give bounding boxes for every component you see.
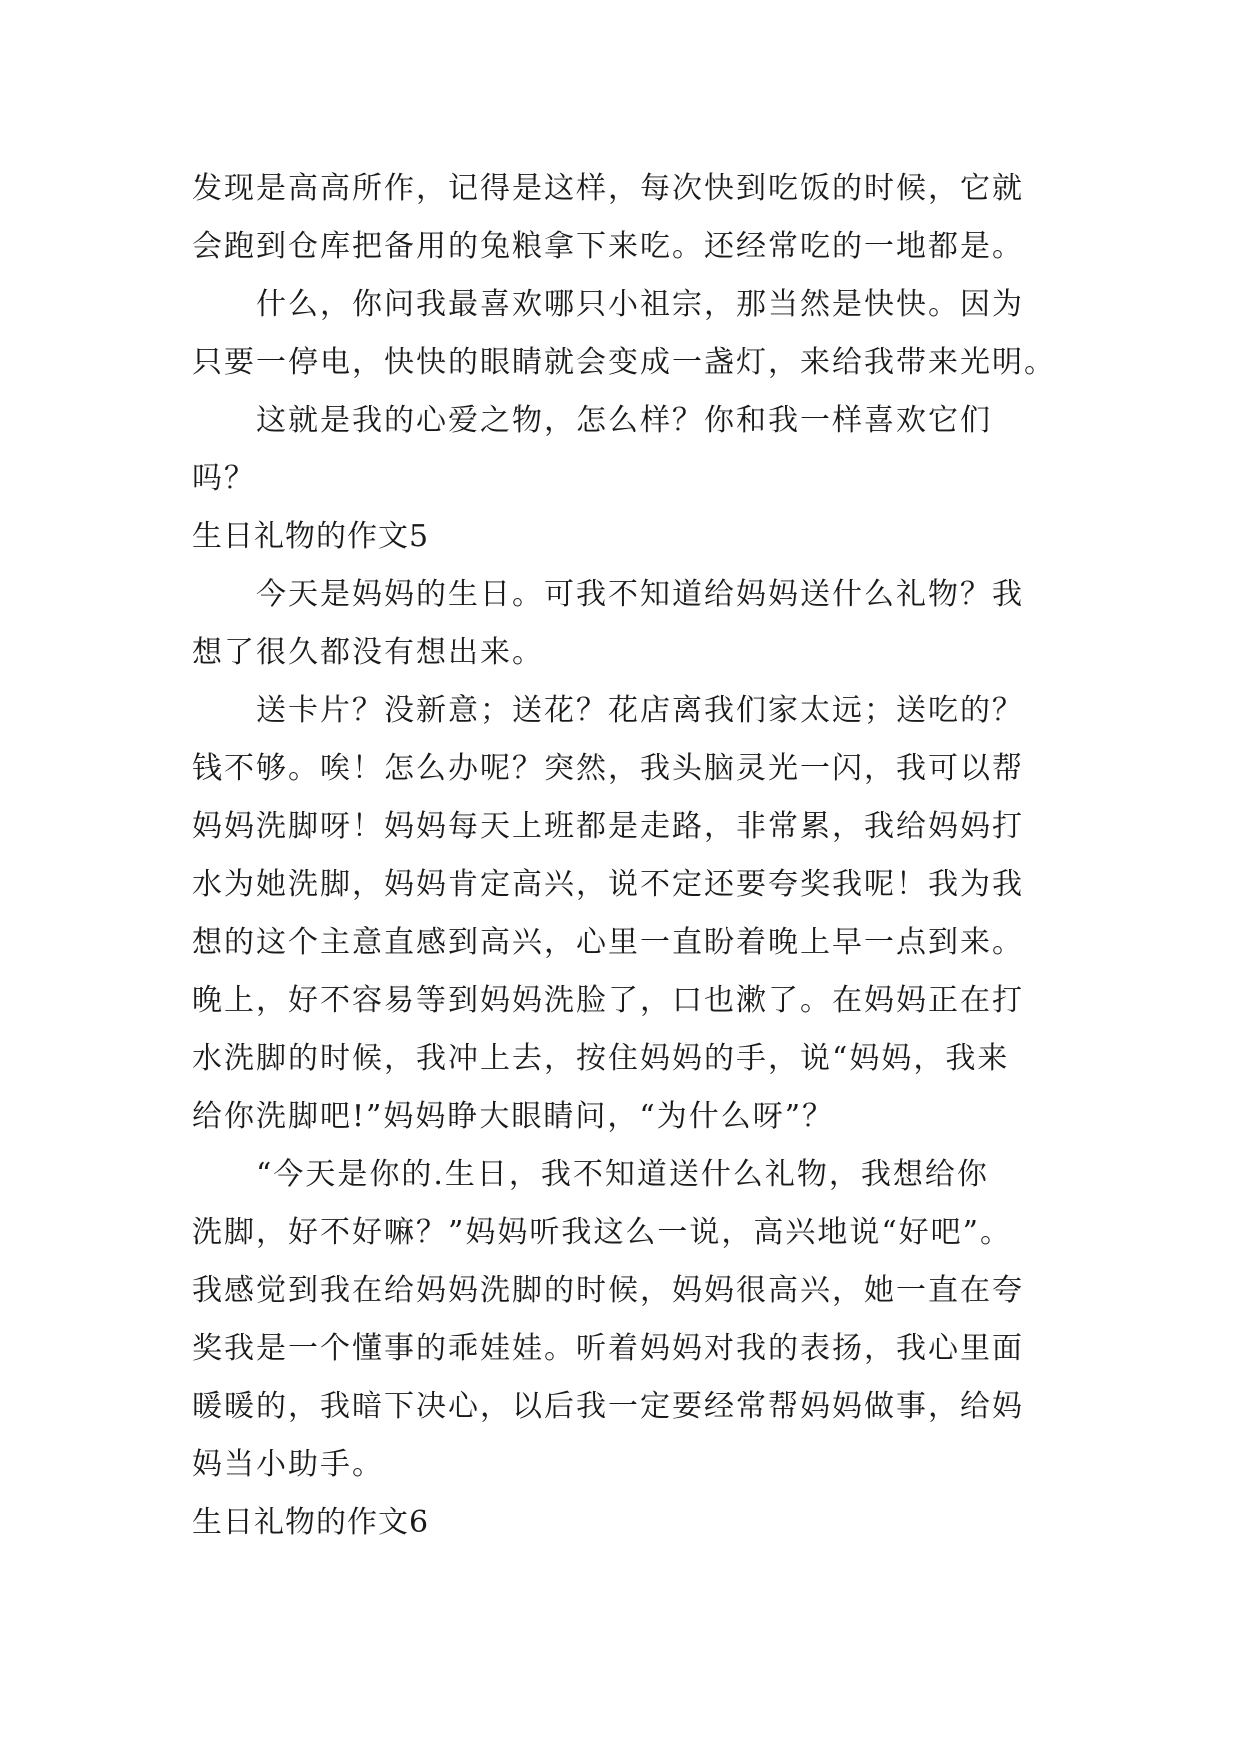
text-line: 洗脚，好不好嘛？”妈妈听我这么一说，高兴地说“好吧”。 xyxy=(192,1215,1013,1250)
text-line: 想了很久都没有想出来。 xyxy=(192,635,544,670)
text-line: 我感觉到我在给妈妈洗脚的时候，妈妈很高兴，她一直在夸 xyxy=(192,1273,1024,1308)
section-heading: 生日礼物的作文5 xyxy=(192,519,430,554)
text-line: 给你洗脚吧!”妈妈睁大眼睛问，“为什么呀”？ xyxy=(192,1099,835,1134)
paragraph-continuation xyxy=(192,160,1072,276)
text-line: 今天是妈妈的生日。可我不知道给妈妈送什么礼物？我 xyxy=(256,577,1024,612)
text-line: 只要一停电，快快的眼睛就会变成一盏灯，来给我带来光明。 xyxy=(192,345,1056,380)
section-heading: 生日礼物的作文6 xyxy=(192,1505,430,1540)
text-line: 水洗脚的时候，我冲上去，按住妈妈的手，说“妈妈，我来 xyxy=(192,1041,1010,1076)
text-line: 什么，你问我最喜欢哪只小祖宗，那当然是快快。因为 xyxy=(256,287,1024,322)
text-line: “今天是你的.生日，我不知道送什么礼物，我想给你 xyxy=(256,1157,989,1192)
text-line: 钱不够。唉！怎么办呢？突然，我头脑灵光一闪，我可以帮 xyxy=(192,751,1024,786)
paragraph xyxy=(192,566,1072,682)
text-line: 水为她洗脚，妈妈肯定高兴，说不定还要夸奖我呢！我为我 xyxy=(192,867,1024,902)
text-line: 吗？ xyxy=(192,461,256,496)
text-line: 会跑到仓库把备用的兔粮拿下来吃。还经常吃的一地都是。 xyxy=(192,229,1024,264)
document-body xyxy=(192,160,1072,1552)
text-line: 妈妈洗脚呀！妈妈每天上班都是走路，非常累，我给妈妈打 xyxy=(192,809,1024,844)
paragraph xyxy=(192,392,1072,508)
text-line: 想的这个主意直感到高兴，心里一直盼着晚上早一点到来。 xyxy=(192,925,1024,960)
text-line: 这就是我的心爱之物，怎么样？你和我一样喜欢它们 xyxy=(256,403,992,438)
text-line: 暖暖的，我暗下决心，以后我一定要经常帮妈妈做事，给妈 xyxy=(192,1389,1024,1424)
paragraph xyxy=(192,682,1072,1146)
text-line: 送卡片？没新意；送花？花店离我们家太远；送吃的？ xyxy=(256,693,1024,728)
text-line: 妈当小助手。 xyxy=(192,1447,384,1482)
text-line: 晚上，好不容易等到妈妈洗脸了，口也漱了。在妈妈正在打 xyxy=(192,983,1024,1018)
paragraph xyxy=(192,1146,1072,1494)
paragraph xyxy=(192,276,1072,392)
text-line: 奖我是一个懂事的乖娃娃。听着妈妈对我的表扬，我心里面 xyxy=(192,1331,1024,1366)
text-line: 发现是高高所作，记得是这样，每次快到吃饭的时候，它就 xyxy=(192,171,1024,206)
